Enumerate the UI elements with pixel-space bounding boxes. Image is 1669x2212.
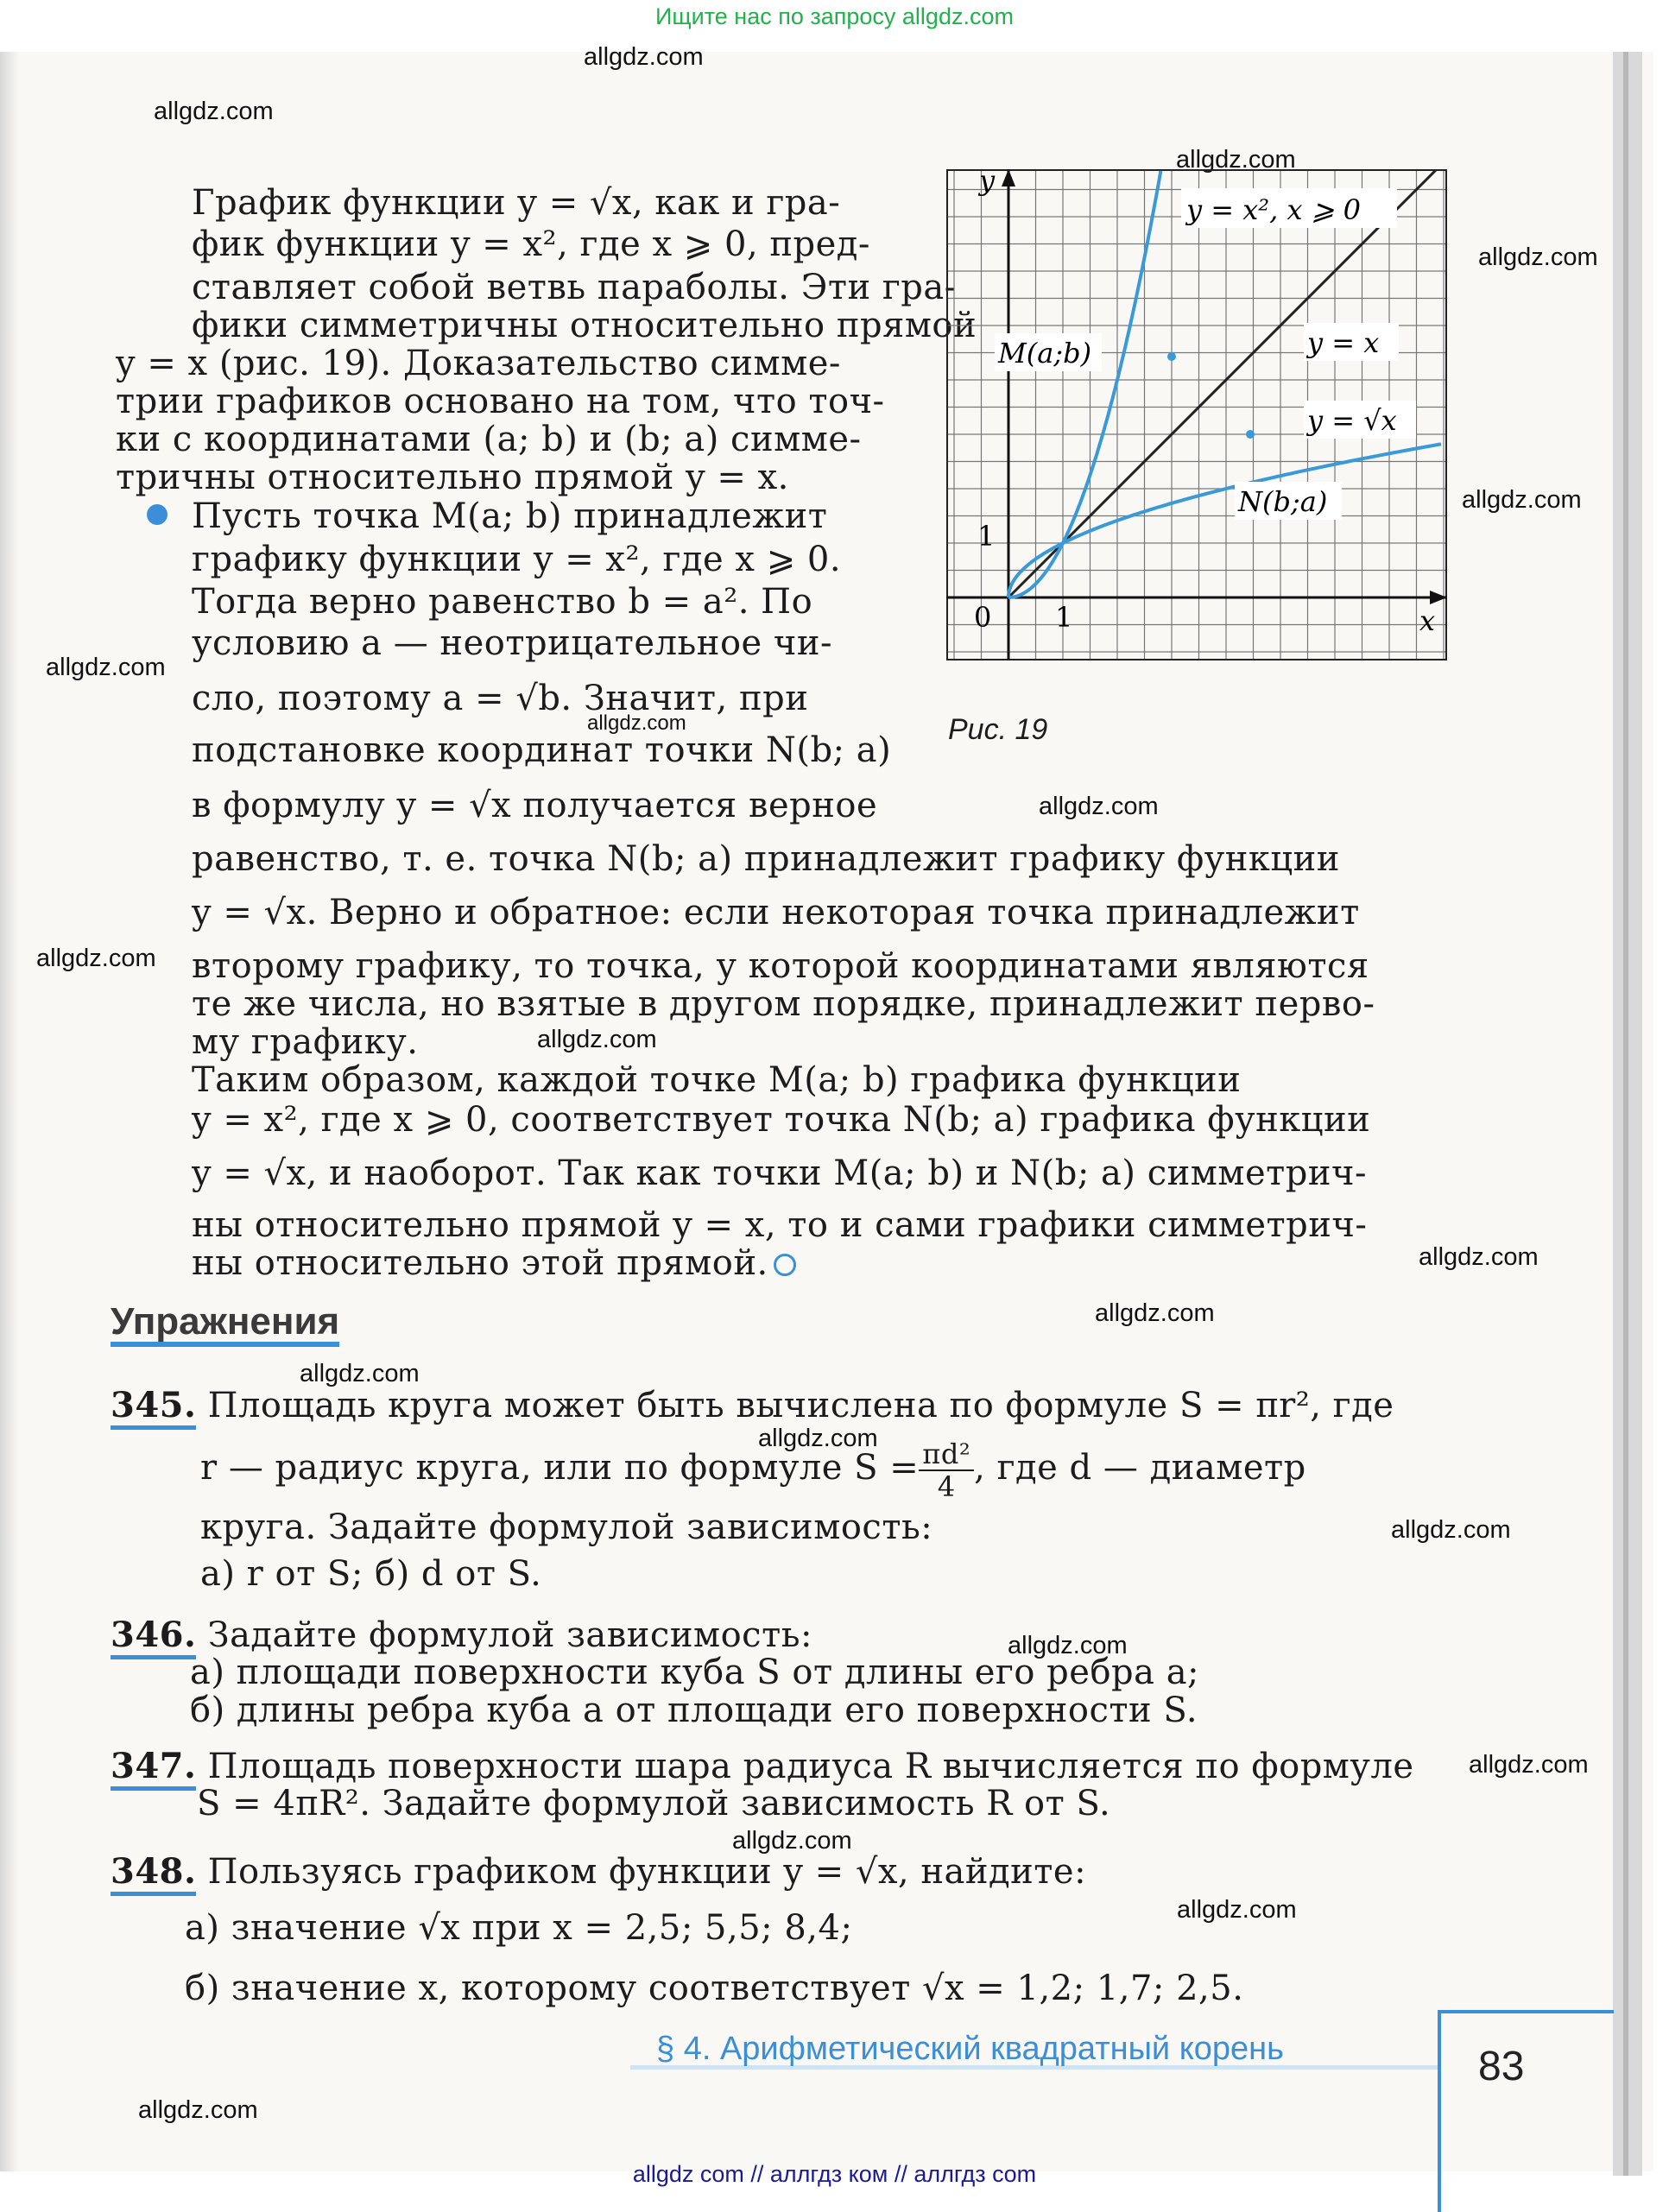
text-line: му графику. [192, 1022, 419, 1062]
section-footer: § 4. Арифметический квадратный корень [656, 2031, 1284, 2067]
point-m [1167, 352, 1176, 361]
watermark: allgdz.com [1039, 793, 1159, 820]
y-axis-label: y [979, 169, 996, 197]
text-line: равенство, т. е. точка N(b; a) принадлежит графику функции [192, 839, 1340, 879]
label-m: M(a;b) [998, 337, 1092, 370]
watermark: allgdz.com [138, 2096, 258, 2124]
watermark: allgdz.com [36, 945, 156, 972]
exercise-text: Площадь круга может быть вычислена по формуле S = πr², где [207, 1386, 1394, 1425]
page-number: 83 [1478, 2044, 1525, 2089]
watermark: allgdz.com [1419, 1243, 1539, 1271]
origin-label: 0 [974, 601, 992, 634]
exercise-text: Пользуясь графиком функции y = √x, найдите: [207, 1852, 1087, 1892]
text-line: графику функции y = x², где x ⩾ 0. [192, 540, 842, 579]
watermark: allgdz.com [1008, 1632, 1128, 1659]
text-line: ставляет собой ветвь параболы. Эти гра- [192, 268, 957, 307]
text-line: тричны относительно прямой y = x. [116, 458, 789, 497]
text-line: Пусть точка M(a; b) принадлежит [192, 496, 828, 536]
label-sqrt: y = √x [1307, 404, 1397, 437]
text-line: сло, поэтому a = √b. Значит, при [192, 679, 809, 718]
text-line: условию a — неотрицательное чи- [192, 623, 833, 663]
watermark: allgdz.com [1391, 1516, 1511, 1544]
text-line: подстановке координат точки N(b; a) [192, 730, 892, 770]
exercise-text: а) значение √x при x = 2,5; 5,5; 8,4; [185, 1908, 853, 1948]
text-line: трии графиков основано на том, что точ- [116, 382, 885, 421]
watermark: allgdz.com [1095, 1299, 1215, 1327]
watermark: allgdz.com [1478, 243, 1598, 271]
y-axis-arrow [1002, 169, 1015, 186]
x-axis-label: x [1419, 604, 1436, 637]
book-spine-line [1623, 52, 1628, 2176]
text-line: фик функции y = x², где x ⩾ 0, пред- [192, 224, 870, 264]
watermark: allgdz.com [537, 1026, 657, 1053]
proof-start-bullet [147, 504, 168, 525]
text-line: второму графику, то точка, у которой координатами являются [192, 946, 1369, 986]
x-axis-arrow [1430, 591, 1447, 604]
text-line: ны относительно прямой y = x, то и сами графики симметрич- [192, 1205, 1368, 1245]
exercises-heading: Упражнения [111, 1302, 339, 1347]
text-line: y = √x, и наоборот. Так как точки M(a; b) и N(b; a) симметрич- [192, 1153, 1368, 1193]
watermark: allgdz.com [1469, 1751, 1589, 1779]
text-line: График функции y = √x, как и гра- [192, 183, 841, 223]
fraction-numerator: πd² [919, 1438, 974, 1471]
exercise-text: б) значение x, которому соответствует √x = 1,2; 1,7; 2,5. [185, 1969, 1244, 2008]
exercise-text: S = 4πR². Задайте формулой зависимость R от S. [197, 1784, 1111, 1823]
exercise-text: а) r от S; б) d от S. [200, 1554, 542, 1594]
line-y-eq-x [1008, 169, 1445, 597]
text-line: те же числа, но взятые в другом порядке, принадлежит перво- [192, 984, 1375, 1024]
bottom-banner[interactable]: allgdz com // аллгдз ком // аллгдз com [632, 2161, 1037, 2187]
fraction-denominator: 4 [937, 1470, 956, 1503]
exercise-number: 346. [111, 1615, 196, 1659]
watermark: allgdz.com [587, 711, 686, 735]
text-line [192, 1243, 796, 1283]
x-unit-label: 1 [1055, 601, 1073, 634]
text-line: y = x², где x ⩾ 0, соответствует точка N(b; a) графика функции [192, 1100, 1371, 1140]
exercise-text: а) площади поверхности куба S от длины его ребра a; [190, 1653, 1200, 1692]
text-line: y = √x. Верно и обратное: если некоторая точка принадлежит [192, 893, 1360, 932]
watermark: allgdz.com [584, 43, 704, 71]
label-n: N(b;a) [1238, 485, 1328, 518]
exercise-number: 347. [111, 1746, 196, 1791]
exercise-number: 348. [111, 1851, 196, 1896]
exercise-number: 345. [111, 1385, 196, 1430]
watermark: allgdz.com [1462, 486, 1582, 514]
proof-end-marker [774, 1254, 796, 1276]
top-banner[interactable]: Ищите нас по запросу allgdz.com [655, 3, 1014, 29]
y-unit-label: 1 [977, 520, 996, 553]
text-line: Тогда верно равенство b = a². По [192, 582, 813, 622]
text-line: y = x (рис. 19). Доказательство симме- [116, 344, 841, 383]
label-line: y = x [1307, 326, 1380, 359]
watermark: allgdz.com [1176, 146, 1296, 174]
exercise-text: б) длины ребра куба a от площади его поверхности S. [190, 1691, 1198, 1730]
text-line: ки с координатами (a; b) и (b; a) симме- [116, 420, 862, 459]
exercise-text: Задайте формулой зависимость: [207, 1615, 812, 1655]
label-parabola: y = x², x ⩾ 0 [1186, 193, 1362, 226]
figure-caption: Рис. 19 [948, 713, 1048, 746]
fraction [919, 1438, 974, 1502]
figure-19-graph [946, 169, 1447, 670]
text-line-content: ны относительно этой прямой. [192, 1243, 768, 1283]
watermark: allgdz.com [300, 1360, 420, 1387]
text-line: фики симметричны относительно прямой [192, 306, 977, 345]
watermark: allgdz.com [1177, 1896, 1297, 1924]
exercise-text: , где d — диаметр [974, 1448, 1306, 1488]
exercise-text: Площадь поверхности шара радиуса R вычисляется по формуле [207, 1747, 1414, 1786]
exercise-text: круга. Задайте формулой зависимость: [200, 1507, 933, 1547]
exercise-text: r — радиус круга, или по формуле S = [200, 1448, 920, 1488]
text-line: Таким образом, каждой точке M(a; b) графика функции [192, 1060, 1242, 1100]
page-edge-shadow [0, 52, 19, 2171]
watermark: allgdz.com [46, 654, 166, 681]
watermark: allgdz.com [758, 1425, 878, 1452]
text-line: в формулу y = √x получается верное [192, 786, 878, 825]
watermark: allgdz.com [154, 98, 274, 125]
watermark: allgdz.com [732, 1827, 852, 1855]
point-n [1246, 430, 1255, 439]
